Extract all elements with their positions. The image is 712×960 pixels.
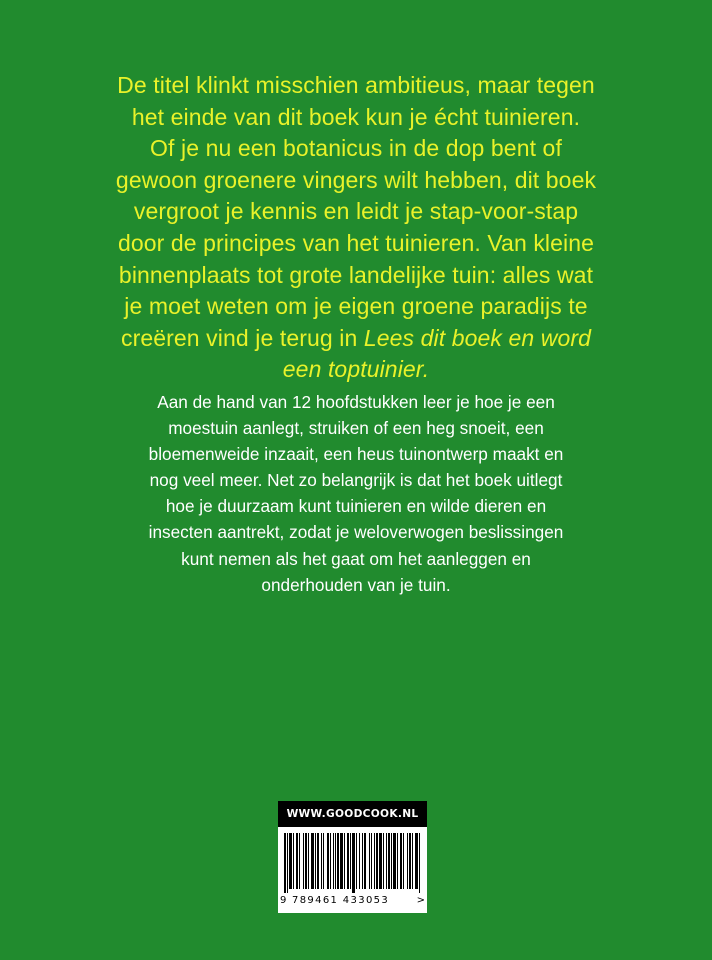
intro-line: De titel klinkt misschien ambitieus, maar tegen (117, 72, 595, 98)
description-line: hoe je duurzaam kunt tuinieren en wilde dieren en (165, 496, 547, 517)
description-line: kunt nemen als het gaat om het aanleggen en (181, 548, 531, 569)
intro-line (70, 323, 642, 355)
description-paragraph (100, 389, 612, 598)
description-line: bloemenweide inzaait, een heus tuinontwerp maakt en (148, 444, 564, 465)
barcode-bar (400, 833, 402, 889)
barcode-icon (284, 833, 420, 893)
barcode-bar (376, 833, 378, 889)
barcode-bar (299, 833, 300, 889)
barcode-bar (362, 833, 363, 889)
barcode-bar (293, 833, 294, 889)
barcode-bar (333, 833, 334, 889)
barcode-bar (344, 833, 345, 889)
barcode-bar (305, 833, 307, 889)
isbn-number (280, 895, 425, 909)
barcode-bar (352, 833, 355, 893)
barcode-bar (393, 833, 396, 889)
barcode-bar (374, 833, 375, 889)
description-line: nog veel meer. Net zo belangrijk is dat het boek uitlegt (149, 470, 563, 491)
quiet-zone-marker: > (416, 895, 425, 906)
description-line: onderhouden van je tuin. (261, 574, 451, 595)
intro-line: je moet weten om je eigen groene paradijs te (124, 293, 588, 320)
intro-line: binnenplaats tot grote landelijke tuin: alles wat (118, 261, 594, 288)
intro-line: vergroot je kennis en leidt je stap-voor-stap (133, 198, 579, 225)
barcode-bar (284, 833, 286, 893)
intro-line: Of je nu een botanicus in de dop bent of (150, 135, 562, 162)
publisher-url: WWW.GOODCOOK.NL (278, 801, 427, 827)
barcode-bar (308, 833, 309, 889)
book-title-italic: een toptuinier. (282, 356, 430, 383)
barcode-bar (347, 833, 349, 889)
intro-line (70, 354, 642, 386)
barcode-bar (364, 833, 366, 889)
description-line: Aan de hand van 12 hoofdstukken leer je hoe je een (157, 392, 555, 412)
barcode-bar (350, 833, 351, 889)
intro-line: door de principes van het tuinieren. Van kleine (117, 229, 595, 256)
barcode-bar (409, 833, 411, 889)
barcode-bar (289, 833, 292, 889)
intro-line-text: creëren vind je terug in (121, 324, 364, 351)
barcode-bar (311, 833, 314, 889)
isbn-first-digit: 9 (280, 895, 287, 906)
barcode-bar (315, 833, 316, 889)
barcode-bar (412, 833, 413, 889)
barcode-bar (340, 833, 343, 889)
barcode-bar (323, 833, 324, 889)
barcode-bar (379, 833, 382, 889)
intro-line: het einde van dit boek kun je écht tuinieren. (131, 103, 581, 130)
barcode-bar (419, 833, 420, 893)
barcode-bar (383, 833, 384, 889)
barcode-bar (356, 833, 357, 889)
barcode-bar (330, 833, 331, 889)
barcode-bar (359, 833, 360, 889)
barcode-bar (391, 833, 392, 889)
isbn-digits: 789461 433053 (292, 895, 390, 906)
intro-paragraph (70, 70, 642, 386)
barcode-bar (415, 833, 418, 889)
book-title-italic: Lees dit boek en word (363, 324, 591, 351)
barcode-bar (403, 833, 404, 889)
barcode-bar (397, 833, 398, 889)
barcode-bar (321, 833, 322, 889)
barcode-bar (388, 833, 390, 889)
barcode-bar (407, 833, 408, 889)
barcode-label (278, 801, 427, 913)
barcode-bar (296, 833, 298, 889)
barcode-bar (337, 833, 339, 889)
barcode-bar (386, 833, 387, 889)
barcode-bar (371, 833, 372, 889)
barcode-bar (287, 833, 288, 893)
barcode-bar (303, 833, 304, 889)
description-line: insecten aantrekt, zodat je weloverwogen beslissingen (148, 522, 564, 543)
barcode-bar (369, 833, 370, 889)
barcode-bar (335, 833, 336, 889)
intro-line: gewoon groenere vingers wilt hebben, dit boek (115, 166, 597, 193)
description-line: moestuin aanlegt, struiken of een heg snoeit, een (168, 418, 544, 439)
barcode-bar (327, 833, 329, 889)
barcode-bar (317, 833, 319, 889)
